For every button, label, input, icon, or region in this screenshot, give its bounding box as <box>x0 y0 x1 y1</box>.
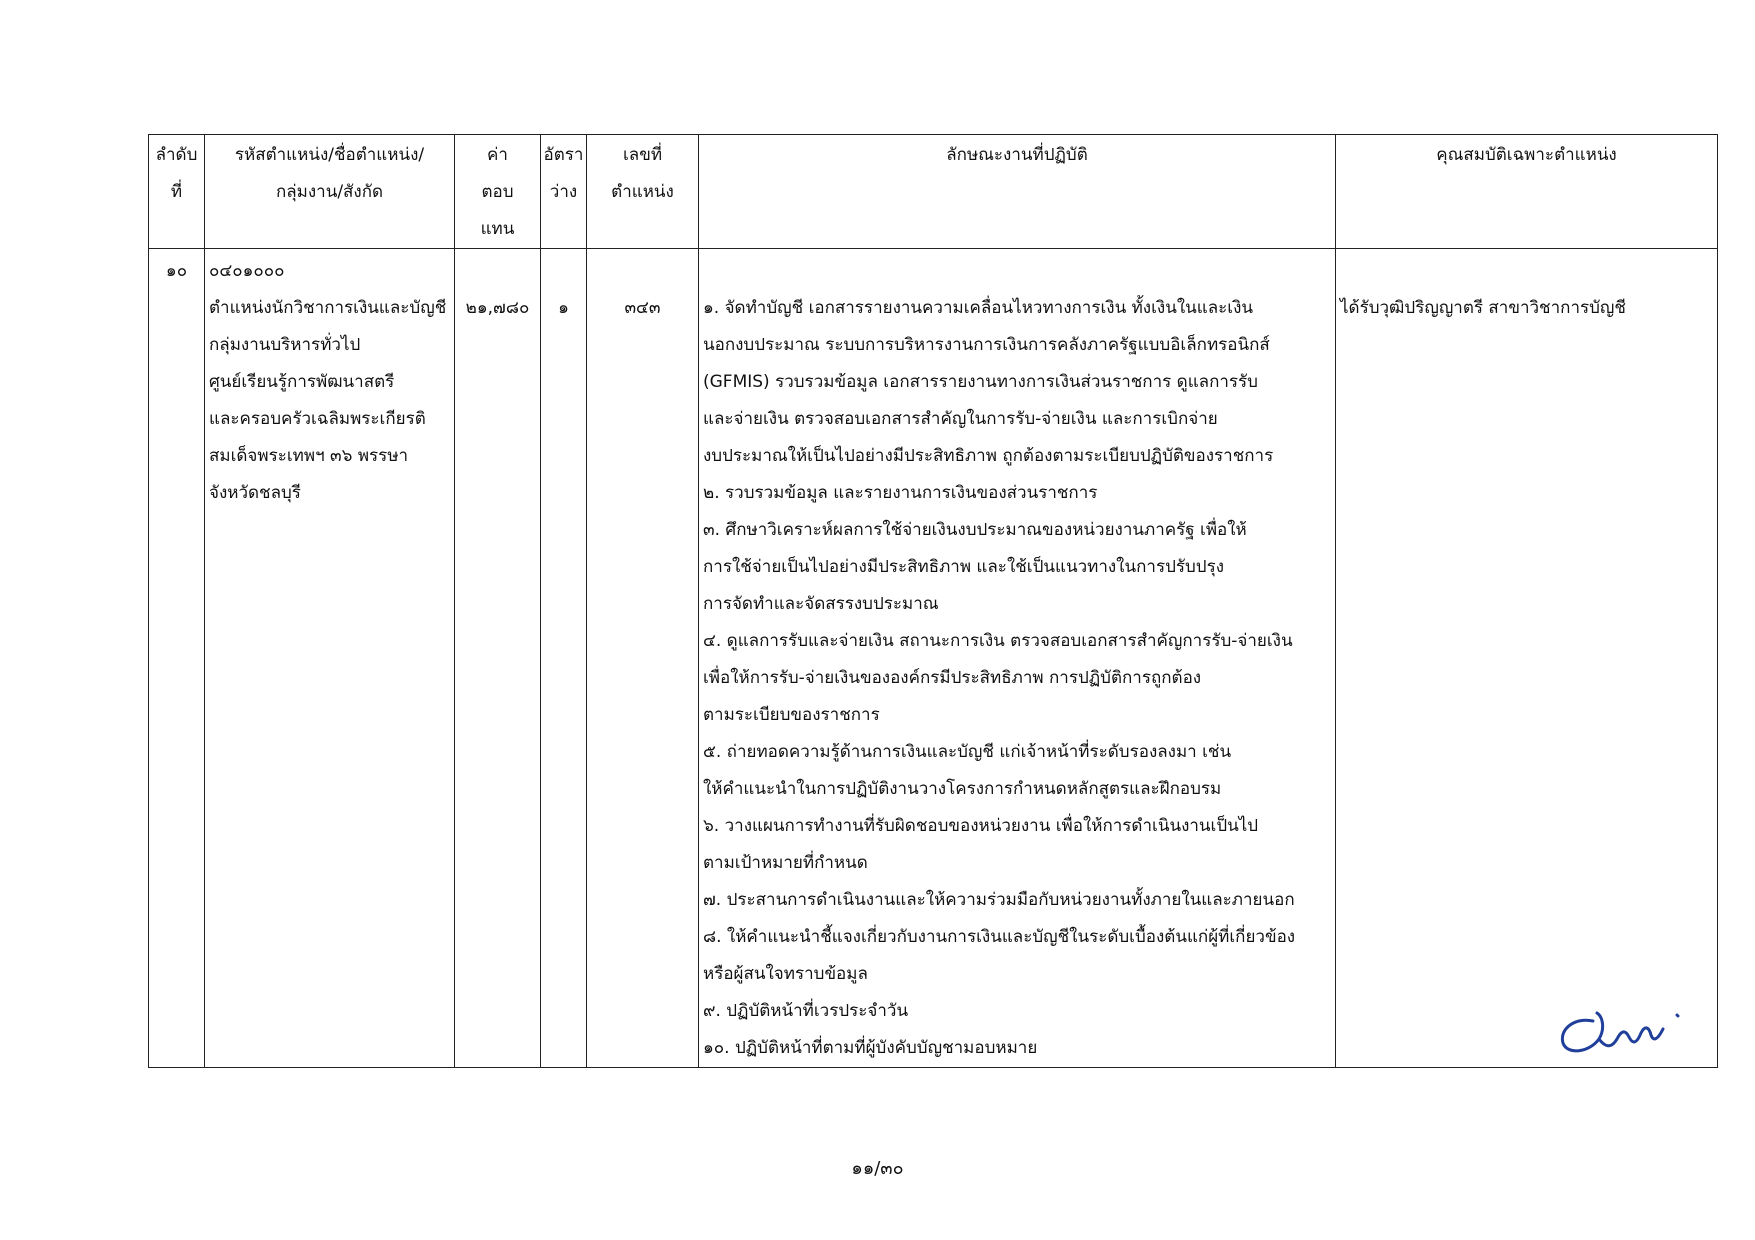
duty-line: (GFMIS) รวบรวมข้อมูล เอกสารรายงานทางการเงินส่วนราชการ ดูแลการรับ <box>703 372 1258 392</box>
duty-line: ๖. วางแผนการทำงานที่รับผิดชอบของหน่วยงาน เพื่อให้การดำเนินงานเป็นไป <box>703 816 1259 836</box>
table-row <box>149 249 1718 1068</box>
duty-line: ๕. ถ่ายทอดความรู้ด้านการเงินและบัญชี แก่เจ้าหน้าที่ระดับรองลงมา เช่น <box>703 742 1232 762</box>
header-duties-line-1: ลักษณะงานที่ปฏิบัติ <box>946 145 1088 165</box>
duty-line: การใช้จ่ายเป็นไปอย่างมีประสิทธิภาพ และใช้เป็นแนวทางในการปรับปรุง <box>703 557 1225 577</box>
position-table <box>148 134 1718 1068</box>
row-duties <box>699 249 1336 1068</box>
duty-line: ตามเป้าหมายที่กำหนด <box>703 853 868 873</box>
header-qualification-line-1: คุณสมบัติเฉพาะตำแหน่ง <box>1436 145 1617 165</box>
row-pay <box>455 249 541 1068</box>
duty-line: การจัดทำและจัดสรรงบประมาณ <box>703 594 939 614</box>
header-pay-line-1: ค่า <box>487 145 508 165</box>
position-line: สมเด็จพระเทพฯ ๓๖ พรรษา <box>209 446 409 466</box>
header-pay-line-3: แทน <box>480 219 515 239</box>
header-pay-line-2: ตอบ <box>481 182 514 202</box>
position-line: ศูนย์เรียนรู้การพัฒนาสตรี <box>209 372 395 392</box>
position-line: จังหวัดชลบุรี <box>209 483 301 503</box>
header-vacancy-line-1: อัตรา <box>543 145 584 165</box>
header-vacancy-line-2: ว่าง <box>549 182 578 202</box>
duty-line: ๗. ประสานการดำเนินงานและให้ความร่วมมือกับหน่วยงานทั้งภายในและภายนอก <box>703 890 1295 910</box>
duty-line: ตามระเบียบของราชการ <box>703 705 880 725</box>
header-no-line-2: ที่ <box>170 182 183 202</box>
duty-line: ๓. ศึกษาวิเคราะห์ผลการใช้จ่ายเงินงบประมาณของหน่วยงานภาครัฐ เพื่อให้ <box>703 520 1247 540</box>
pay-value: ๒๑,๗๘๐ <box>465 298 530 318</box>
header-position-no-line-2: ตำแหน่ง <box>611 182 674 202</box>
header-position-line-1: รหัสตำแหน่ง/ชื่อตำแหน่ง/ <box>234 145 425 165</box>
duty-line: ๙. ปฏิบัติหน้าที่เวรประจำวัน <box>703 1001 909 1021</box>
duty-line: เพื่อให้การรับ-จ่ายเงินขององค์กรมีประสิทธิภาพ การปฏิบัติการถูกต้อง <box>703 668 1202 688</box>
header-position <box>205 135 455 249</box>
position-line: ตำแหน่งนักวิชาการเงินและบัญชี <box>209 298 447 318</box>
duties-spacer <box>703 253 1335 290</box>
position-code: ๐๔๐๑๐๐๐ <box>209 261 285 281</box>
header-no <box>149 135 205 249</box>
header-pay <box>455 135 541 249</box>
vacancy-value: ๑ <box>558 298 569 318</box>
row-no: ๑๐ <box>149 249 205 1068</box>
header-no-line-1: ลำดับ <box>155 145 198 165</box>
duty-line: ๒. รวบรวมข้อมูล และรายงานการเงินของส่วนราชการ <box>703 483 1098 503</box>
header-position-no-line-1: เลขที่ <box>622 145 663 165</box>
duty-line: ๔. ดูแลการรับและจ่ายเงิน สถานะการเงิน ตรวจสอบเอกสารสำคัญการรับ-จ่ายเงิน <box>703 631 1293 651</box>
duty-line: และจ่ายเงิน ตรวจสอบเอกสารสำคัญในการรับ-จ่ายเงิน และการเบิกจ่าย <box>703 409 1218 429</box>
page-number: ๑๑/๓๐ <box>851 1158 904 1179</box>
header-qualification <box>1336 135 1718 249</box>
row-position-no <box>587 249 699 1068</box>
row-position <box>205 249 455 1068</box>
duty-line: ๑. จัดทำบัญชี เอกสารรายงานความเคลื่อนไหวทางการเงิน ทั้งเงินในและเงิน <box>703 298 1254 318</box>
duty-line: ๑๐. ปฏิบัติหน้าที่ตามที่ผู้บังคับบัญชามอบหมาย <box>703 1038 1038 1058</box>
header-position-no <box>587 135 699 249</box>
position-line: กลุ่มงานบริหารทั่วไป <box>209 335 361 355</box>
duty-line: หรือผู้สนใจทราบข้อมูล <box>703 964 868 984</box>
header-position-line-2: กลุ่มงาน/สังกัด <box>275 182 384 202</box>
header-row <box>149 135 1718 249</box>
position-no-value: ๓๔๓ <box>624 298 661 318</box>
duty-line: งบประมาณให้เป็นไปอย่างมีประสิทธิภาพ ถูกต้องตามระเบียบปฏิบัติของราชการ <box>703 446 1274 466</box>
duty-line: ให้คำแนะนำในการปฏิบัติงานวางโครงการกำหนดหลักสูตรและฝึกอบรม <box>703 779 1222 799</box>
header-duties <box>699 135 1336 249</box>
position-line: และครอบครัวเฉลิมพระเกียรติ <box>209 409 426 429</box>
qualification-value: ได้รับวุฒิปริญญาตรี สาขาวิชาการบัญชี <box>1340 298 1626 318</box>
duty-line: นอกงบประมาณ ระบบการบริหารงานการเงินการคลังภาครัฐแบบอิเล็กทรอนิกส์ <box>703 335 1270 355</box>
header-vacancy <box>541 135 587 249</box>
row-qualification <box>1336 249 1718 1068</box>
duty-line: ๘. ให้คำแนะนำชี้แจงเกี่ยวกับงานการเงินและบัญชีในระดับเบื้องต้นแก่ผู้ที่เกี่ยวข้อง <box>703 927 1296 947</box>
row-vacancy <box>541 249 587 1068</box>
signature-icon <box>1545 999 1695 1059</box>
